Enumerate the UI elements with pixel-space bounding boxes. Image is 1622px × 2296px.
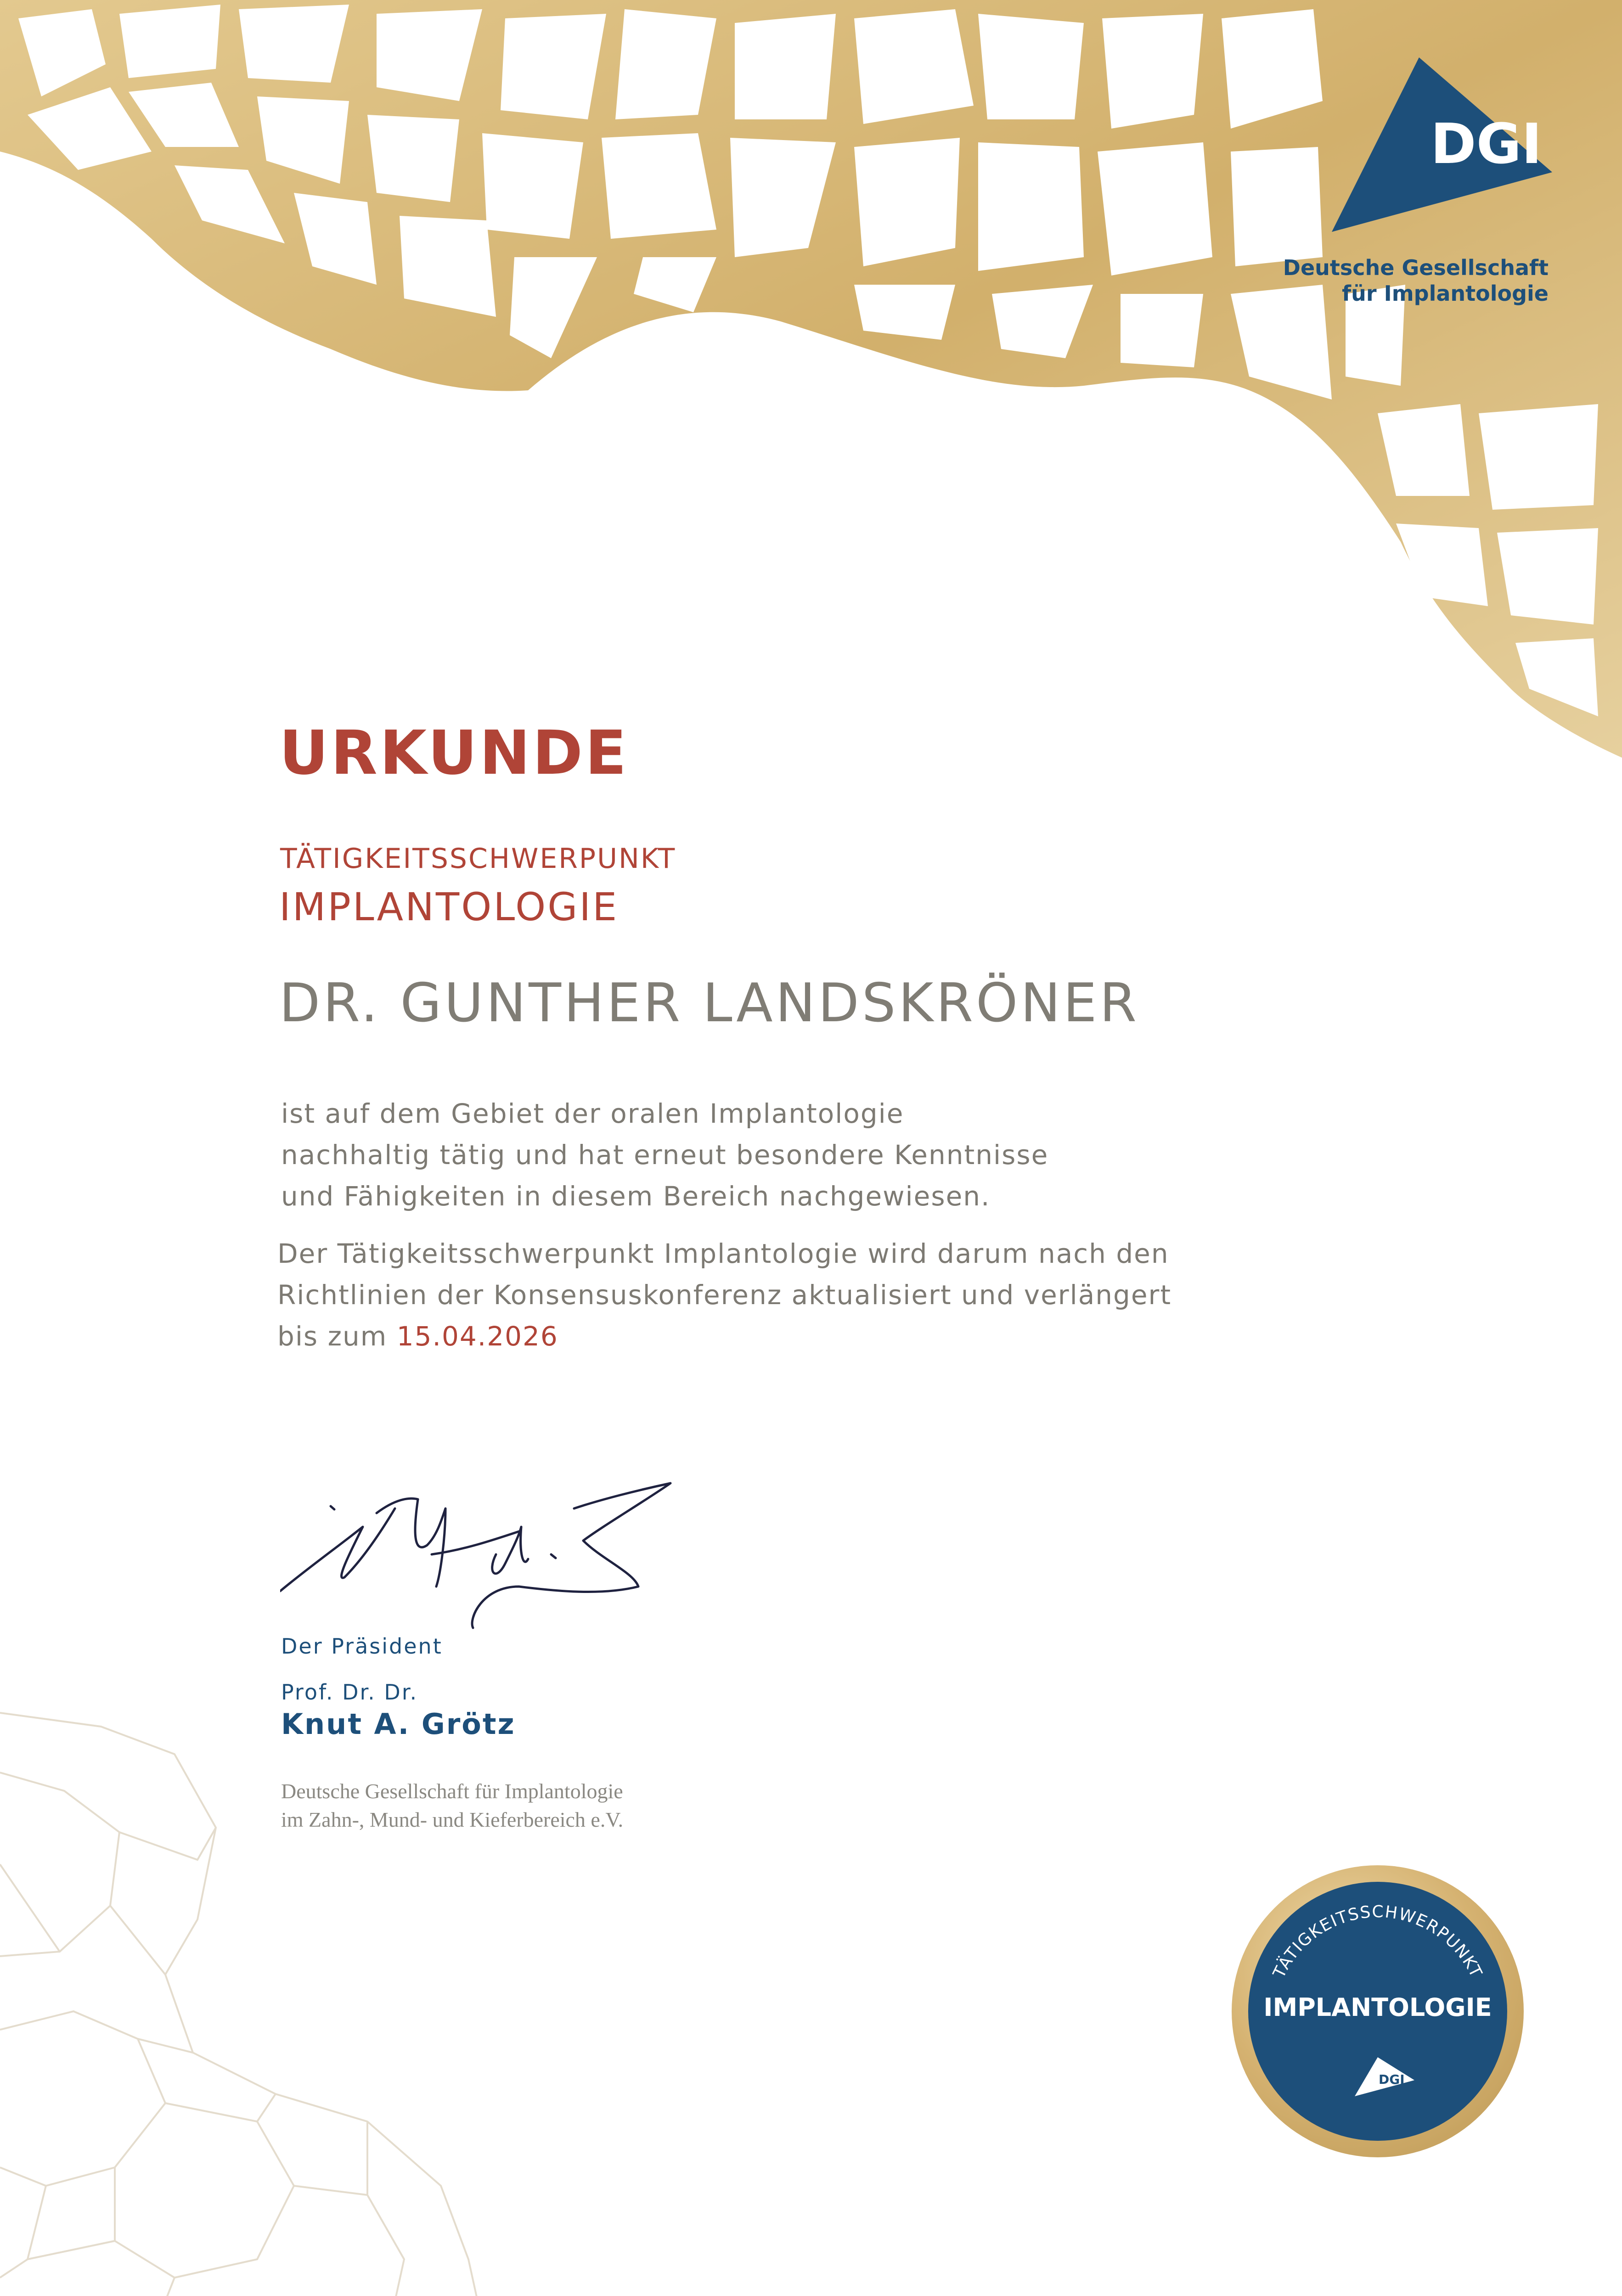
- recipient-name: DR. GUNTHER LANDSKRÖNER: [279, 972, 1139, 1034]
- certificate-subtitle: TÄTIGKEITSSCHWERPUNKT: [280, 843, 676, 875]
- logo-wordmark: [1283, 255, 1549, 306]
- paragraph-line: Richtlinien der Konsensuskonferenz aktualisiert und verlängert: [277, 1279, 1172, 1311]
- logo-line-2: für Implantologie: [1342, 281, 1549, 306]
- dgi-logo-icon: [1332, 57, 1552, 232]
- logo-line-1: Deutsche Gesellschaft: [1283, 255, 1549, 280]
- certificate-specialty: IMPLANTOLOGIE: [279, 884, 619, 929]
- signatory-role: Der Präsident: [281, 1634, 443, 1659]
- paragraph-line: Der Tätigkeitsschwerpunkt Implantologie wird darum nach den: [277, 1238, 1169, 1269]
- expiry-date: 15.04.2026: [396, 1321, 558, 1352]
- seal-arc-text: TÄTIGKEITSSCHWERPUNKT: [1269, 1902, 1486, 1981]
- organization-line-1: Deutsche Gesellschaft für Implantologie: [281, 1779, 623, 1803]
- svg-text:DGI: DGI: [1431, 113, 1542, 176]
- date-prefix: bis zum: [277, 1321, 388, 1352]
- body-paragraph-1: [281, 1093, 1048, 1217]
- seal-center-text: IMPLANTOLOGIE: [1263, 1993, 1492, 2022]
- signatory-name: Knut A. Grötz: [281, 1707, 516, 1741]
- organization-name: [281, 1777, 623, 1834]
- president-signature: [280, 1481, 684, 1637]
- paragraph-line: ist auf dem Gebiet der oralen Implantologie: [281, 1098, 904, 1129]
- body-paragraph-2: [277, 1233, 1171, 1357]
- paragraph-line: nachhaltig tätig und hat erneut besondere Kenntnisse: [281, 1139, 1049, 1171]
- paragraph-line-date: [277, 1316, 1171, 1357]
- certificate-title: URKUNDE: [279, 718, 629, 788]
- specialty-seal: [1231, 1864, 1525, 2158]
- svg-text:DGI: DGI: [1379, 2072, 1405, 2087]
- paragraph-line: und Fähigkeiten in diesem Bereich nachgewiesen.: [281, 1181, 991, 1212]
- signatory-academic-title: Prof. Dr. Dr.: [281, 1680, 418, 1705]
- organization-line-2: im Zahn-, Mund- und Kieferbereich e.V.: [281, 1808, 624, 1831]
